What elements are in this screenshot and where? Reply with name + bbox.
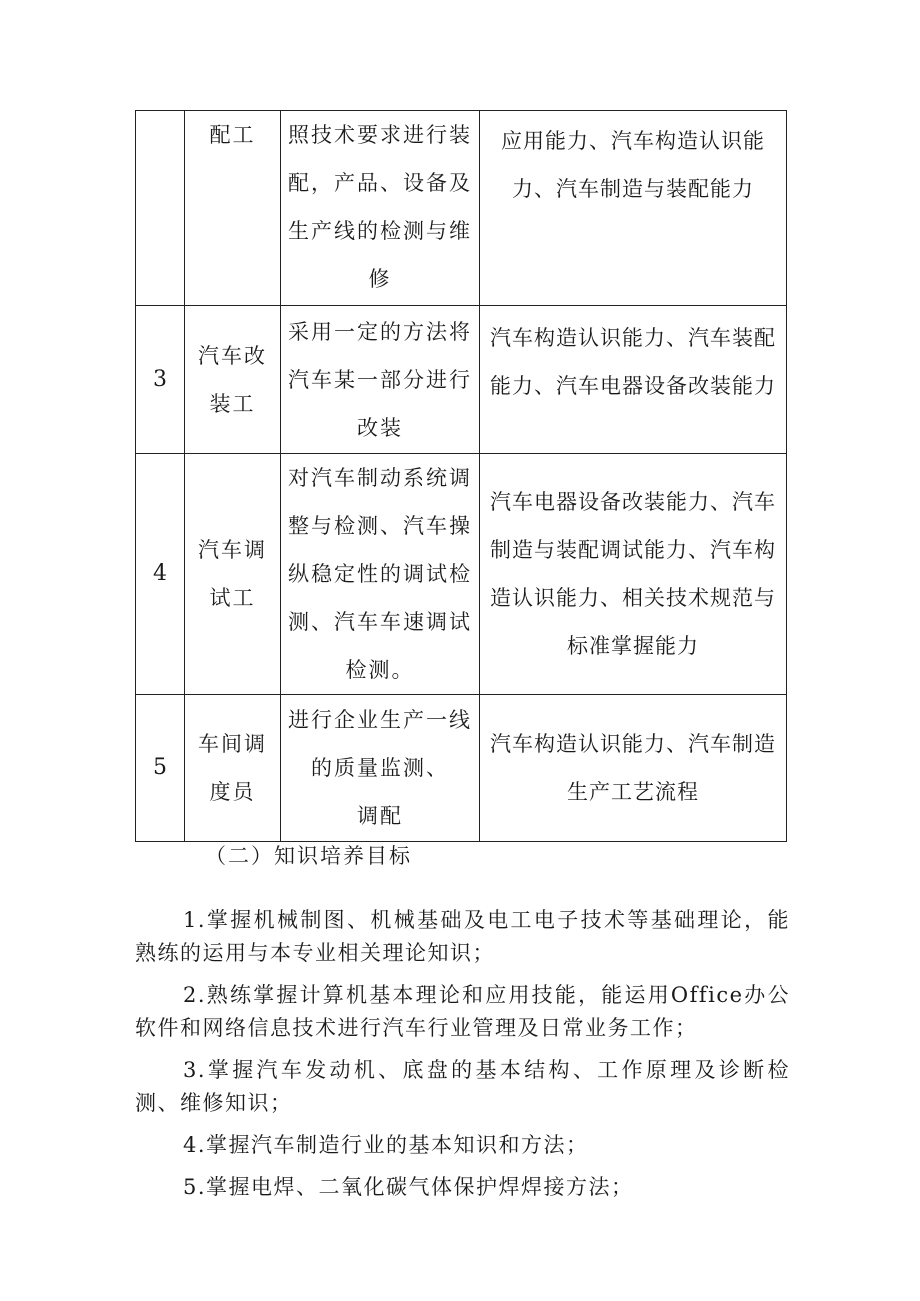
list-item: 1.掌握机械制图、机械基础及电工电子技术等基础理论，能熟练的运用与本专业相关理论知识； <box>135 908 790 965</box>
table-row <box>136 454 787 695</box>
table-row <box>136 111 787 306</box>
job-title-cell: 车间调 度员 <box>185 695 281 842</box>
job-task-cell: 对汽车制动系统调 整与检测、汽车操 纵稳定性的调试检 测、汽车车速调试 检测。 <box>281 454 480 695</box>
job-ability-cell: 汽车电器设备改装能力、汽车 制造与装配调试能力、汽车构 造认识能力、相关技术规范与 标准掌握能力 <box>480 454 787 695</box>
knowledge-goals-list <box>135 904 790 1213</box>
job-task-cell: 采用一定的方法将 汽车某一部分进行 改装 <box>281 306 480 454</box>
row-number-cell: 5 <box>136 695 185 842</box>
list-item: 3.掌握汽车发动机、底盘的基本结构、工作原理及诊断检测、维修知识； <box>135 1058 790 1115</box>
list-item: 4.掌握汽车制造行业的基本知识和方法； <box>183 1133 589 1157</box>
row-number-cell <box>136 111 185 306</box>
row-number-cell: 3 <box>136 306 185 454</box>
row-number-cell: 4 <box>136 454 185 695</box>
job-ability-cell: 汽车构造认识能力、汽车制造 生产工艺流程 <box>480 695 787 842</box>
job-ability-table <box>135 110 787 842</box>
list-item: 5.掌握电焊、二氧化碳气体保护焊焊接方法； <box>183 1175 634 1199</box>
table-row <box>136 695 787 842</box>
job-title-cell: 汽车改 装工 <box>185 306 281 454</box>
section-heading: （二）知识培养目标 <box>205 844 412 868</box>
job-title-cell: 汽车调 试工 <box>185 454 281 695</box>
table-row <box>136 306 787 454</box>
job-title-cell: 配工 <box>185 111 281 306</box>
job-ability-cell: 应用能力、汽车构造认识能 力、汽车制造与装配能力 <box>480 111 787 306</box>
list-item: 2.熟练掌握计算机基本理论和应用技能，能运用Office办公软件和网络信息技术进行汽车行业管理及日常业务工作； <box>135 983 790 1040</box>
job-task-cell: 进行企业生产一线 的质量监测、 调配 <box>281 695 480 842</box>
job-ability-cell: 汽车构造认识能力、汽车装配 能力、汽车电器设备改装能力 <box>480 306 787 454</box>
job-task-cell: 照技术要求进行装 配，产品、设备及 生产线的检测与维 修 <box>281 111 480 306</box>
